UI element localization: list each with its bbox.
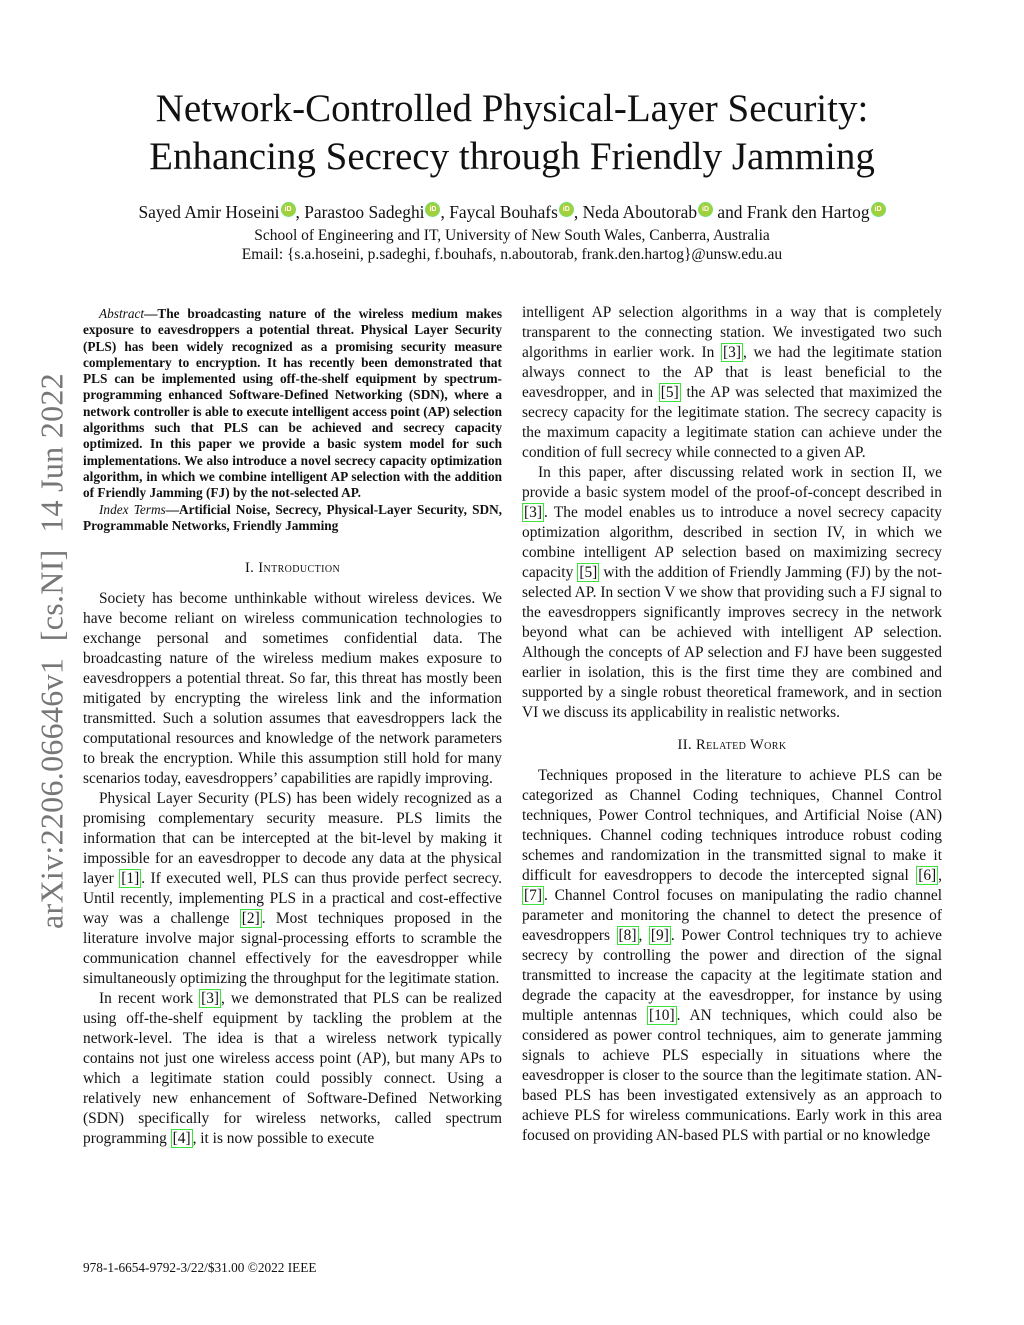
text-run: , [938, 867, 942, 884]
paper-title [60, 85, 964, 181]
text-run: In this paper, after discussing related work in section II, we provide a basic system model of the proof-of-concept described in [522, 464, 942, 501]
author-name: Neda Aboutorab [582, 202, 698, 222]
section-heading-related-work: II. Related Work [677, 737, 787, 753]
abstract [83, 306, 502, 502]
intro-paragraph-3-continued [522, 303, 942, 463]
text-run: . If executed well, PLS can thus provide perfect secrecy. Until recently, implementing PLS in a practical and cost-effective way was a challenge [83, 870, 502, 928]
citation-link[interactable]: [1] [121, 870, 140, 888]
title-line-1: Network-Controlled Physical-Layer Security: [155, 87, 869, 130]
author-name: Faycal Bouhafs [449, 202, 558, 222]
intro-paragraph-3 [83, 989, 502, 1149]
author-name: Parastoo Sadeghi [304, 202, 425, 222]
citation-link[interactable]: [3] [201, 990, 220, 1008]
right-column [522, 303, 942, 1146]
affiliation: School of Engineering and IT, University of New South Wales, Canberra, Australia [254, 227, 770, 244]
citation-link[interactable]: [5] [660, 384, 679, 401]
citation-link[interactable]: [5] [579, 564, 598, 581]
text-run: the AP was selected that maximized the secrecy capacity for the legitimate station. The secrecy capacity is the maximum capacity a legitimate station can achieve under the condition of full secrecy while connected to a given AP. [522, 384, 942, 461]
text-run: , it is now possible to execute [192, 1130, 375, 1148]
title-line-2: Enhancing Secrecy through Friendly Jamming [149, 135, 875, 178]
citation-link[interactable]: [4] [172, 1130, 191, 1148]
abstract-label: Abstract [99, 306, 145, 321]
orcid-icon[interactable]: iD [559, 202, 574, 217]
index-terms [83, 502, 502, 535]
orcid-icon[interactable]: iD [871, 202, 886, 217]
author-name: Frank den Hartog [746, 202, 870, 222]
citation-link[interactable]: [10] [648, 1007, 675, 1024]
index-terms-label: Index Terms [99, 501, 166, 517]
text-run: . Most techniques proposed in the literature involve major signal-processing efforts to scramble the communication channel effectively for the eavesdropper while simultaneously optimizing the throughput for the legitimate station. [83, 910, 502, 988]
citation-link[interactable]: [3] [723, 344, 741, 361]
author-separator: , [573, 202, 583, 222]
text-run: . The model enables us to introduce a novel secrecy capacity optimization algorithm, described in section IV, in which we combine intelligent AP selection based on maximizing secrecy capacity [522, 504, 942, 581]
index-terms-text: —Artificial Noise, Secrecy, Physical-Layer Security, SDN, Programmable Networks, Friendly Jamming [83, 501, 502, 533]
text-run: with the addition of Friendly Jamming (FJ) by the not-selected AP. In section V we show that providing such a FJ signal to the eavesdroppers significantly improves secrecy in the network beyond what can be achieved with intelligent AP selection. Although the concepts of AP selection and FJ have been suggested earlier in isolation, this is the first time they are combined and supported by a single robust theoretical framework, and in section VI we discuss its applicability in realistic networks. [522, 564, 942, 721]
abstract-text: —The broadcasting nature of the wireless medium makes exposure to eavesdroppers a potential threat. Physical Layer Security (PLS) has been widely recognized as a promising security measure complementary to encryption. It has recently been demonstrated that PLS can be implemented using off-the-shelf equipment by spectrum-programming enhanced Software-Defined Networking (SDN), where a network controller is able to execute intelligent access point (AP) selection algorithms such that PLS can be achieved and secrecy capacity optimized. In this paper we provide a basic system model for such implementations. We also introduce a novel secrecy capacity optimization algorithm, in which we combine intelligent AP selection with the addition of Friendly Jamming (FJ) by the not-selected AP. [83, 306, 502, 501]
text-run: In recent work [99, 990, 200, 1008]
text-run: intelligent AP selection algorithms in a way that is completely transparent to the connecting station. We investigated two such algorithms in earlier work. In [522, 304, 942, 361]
orcid-icon[interactable]: iD [281, 202, 296, 217]
orcid-icon[interactable]: iD [698, 202, 713, 217]
author-name: Sayed Amir Hoseini [138, 202, 280, 222]
author-list [40, 201, 984, 223]
text-run: . Channel Control focuses on manipulating the radio channel parameter and monitoring the channel to detect the presence of eavesdroppers [522, 887, 942, 944]
intro-paragraph-4 [522, 463, 942, 723]
text-run: , [638, 927, 649, 944]
text-run: , we had the legitimate station always connect to the AP that is least beneficial to the eavesdropper, and in [522, 344, 943, 401]
author-separator: and [713, 202, 747, 222]
citation-link[interactable]: [8] [618, 927, 637, 944]
related-paragraph-1 [522, 766, 942, 1146]
citation-link[interactable]: [3] [524, 504, 542, 521]
intro-paragraph-1: Society has become unthinkable without wireless devices. We have become reliant on wireless communication technologies to exchange personal and sometimes confidential data. The broadcasting nature of the wireless medium makes exposure to eavesdroppers a potential threat. So far, this threat has mostly been mitigated by encrypting the wireless link and the information transmitted. Such a solution assumes that eavesdroppers lack the computational resources and knowledge of the network parameters to break the encryption. While this assumption still hold for many scenarios today, eavesdroppers’ capabilities are rapidly improving. [83, 590, 502, 788]
section-heading-introduction: I. Introduction [244, 560, 341, 577]
citation-link[interactable]: [7] [524, 887, 542, 904]
citation-link[interactable]: [6] [918, 867, 937, 884]
text-run: . AN techniques, which could also be considered as power control techniques, aim to generate jamming signals to achieve PLS especially in situations where the eavesdropper is closer to the source than the legitimate station. AN-based PLS has been investigated extensively as an approach to achieve PLS for wireless communications. Early work in this area focused on providing AN-based PLS with partial or no knowledge [522, 1007, 942, 1144]
intro-paragraph-2 [83, 789, 502, 989]
citation-link[interactable]: [9] [650, 927, 669, 944]
text-run: Physical Layer Security (PLS) has been widely recognized as a promising complementary security measure. PLS limits the information that can be intercepted at the bit-level by making it impossible for an eavesdropper to decode any data at the physical layer [83, 790, 502, 888]
left-column [83, 306, 502, 1149]
copyright-footer: 978-1-6654-9792-3/22/$31.00 ©2022 IEEE [83, 1260, 317, 1275]
text-run: . Power Control techniques try to achieve secrecy by controlling the power and direction of the signal transmitted to increase the capacity at the legitimate station and degrade the capacity at the eavesdropper, for instance by using multiple antennas [522, 927, 942, 1024]
text-run: , we demonstrated that PLS can be realized using off-the-shelf equipment by tackling the problem at the network-level. The idea is that a wireless network typically contains not just one wireless access point (AP), but many APs to which a legitimate station could possibly connect. Using a relatively new enhancement of Software-Defined Networking (SDN) specifically for wireless networks, called spectrum programming [83, 990, 502, 1148]
author-emails: Email: {s.a.hoseini, p.sadeghi, f.bouhafs, n.aboutorab, frank.den.hartog}@unsw.edu.au [241, 246, 783, 263]
author-separator: , [295, 202, 305, 222]
orcid-icon[interactable]: iD [425, 202, 440, 217]
author-separator: , [440, 202, 450, 222]
arxiv-identifier: arXiv:2206.06646v1 [cs.NI] 14 Jun 2022 [33, 373, 70, 929]
citation-link[interactable]: [2] [241, 910, 260, 928]
text-run: Techniques proposed in the literature to achieve PLS can be categorized as Channel Coding techniques, Channel Control techniques, Power Control techniques, and Artificial Noise (AN) techniques. Channel coding techniques introduce robust coding schemes and randomization in the transmitted signal to make it difficult for eavesdroppers to decode the intercepted signal [522, 767, 942, 884]
